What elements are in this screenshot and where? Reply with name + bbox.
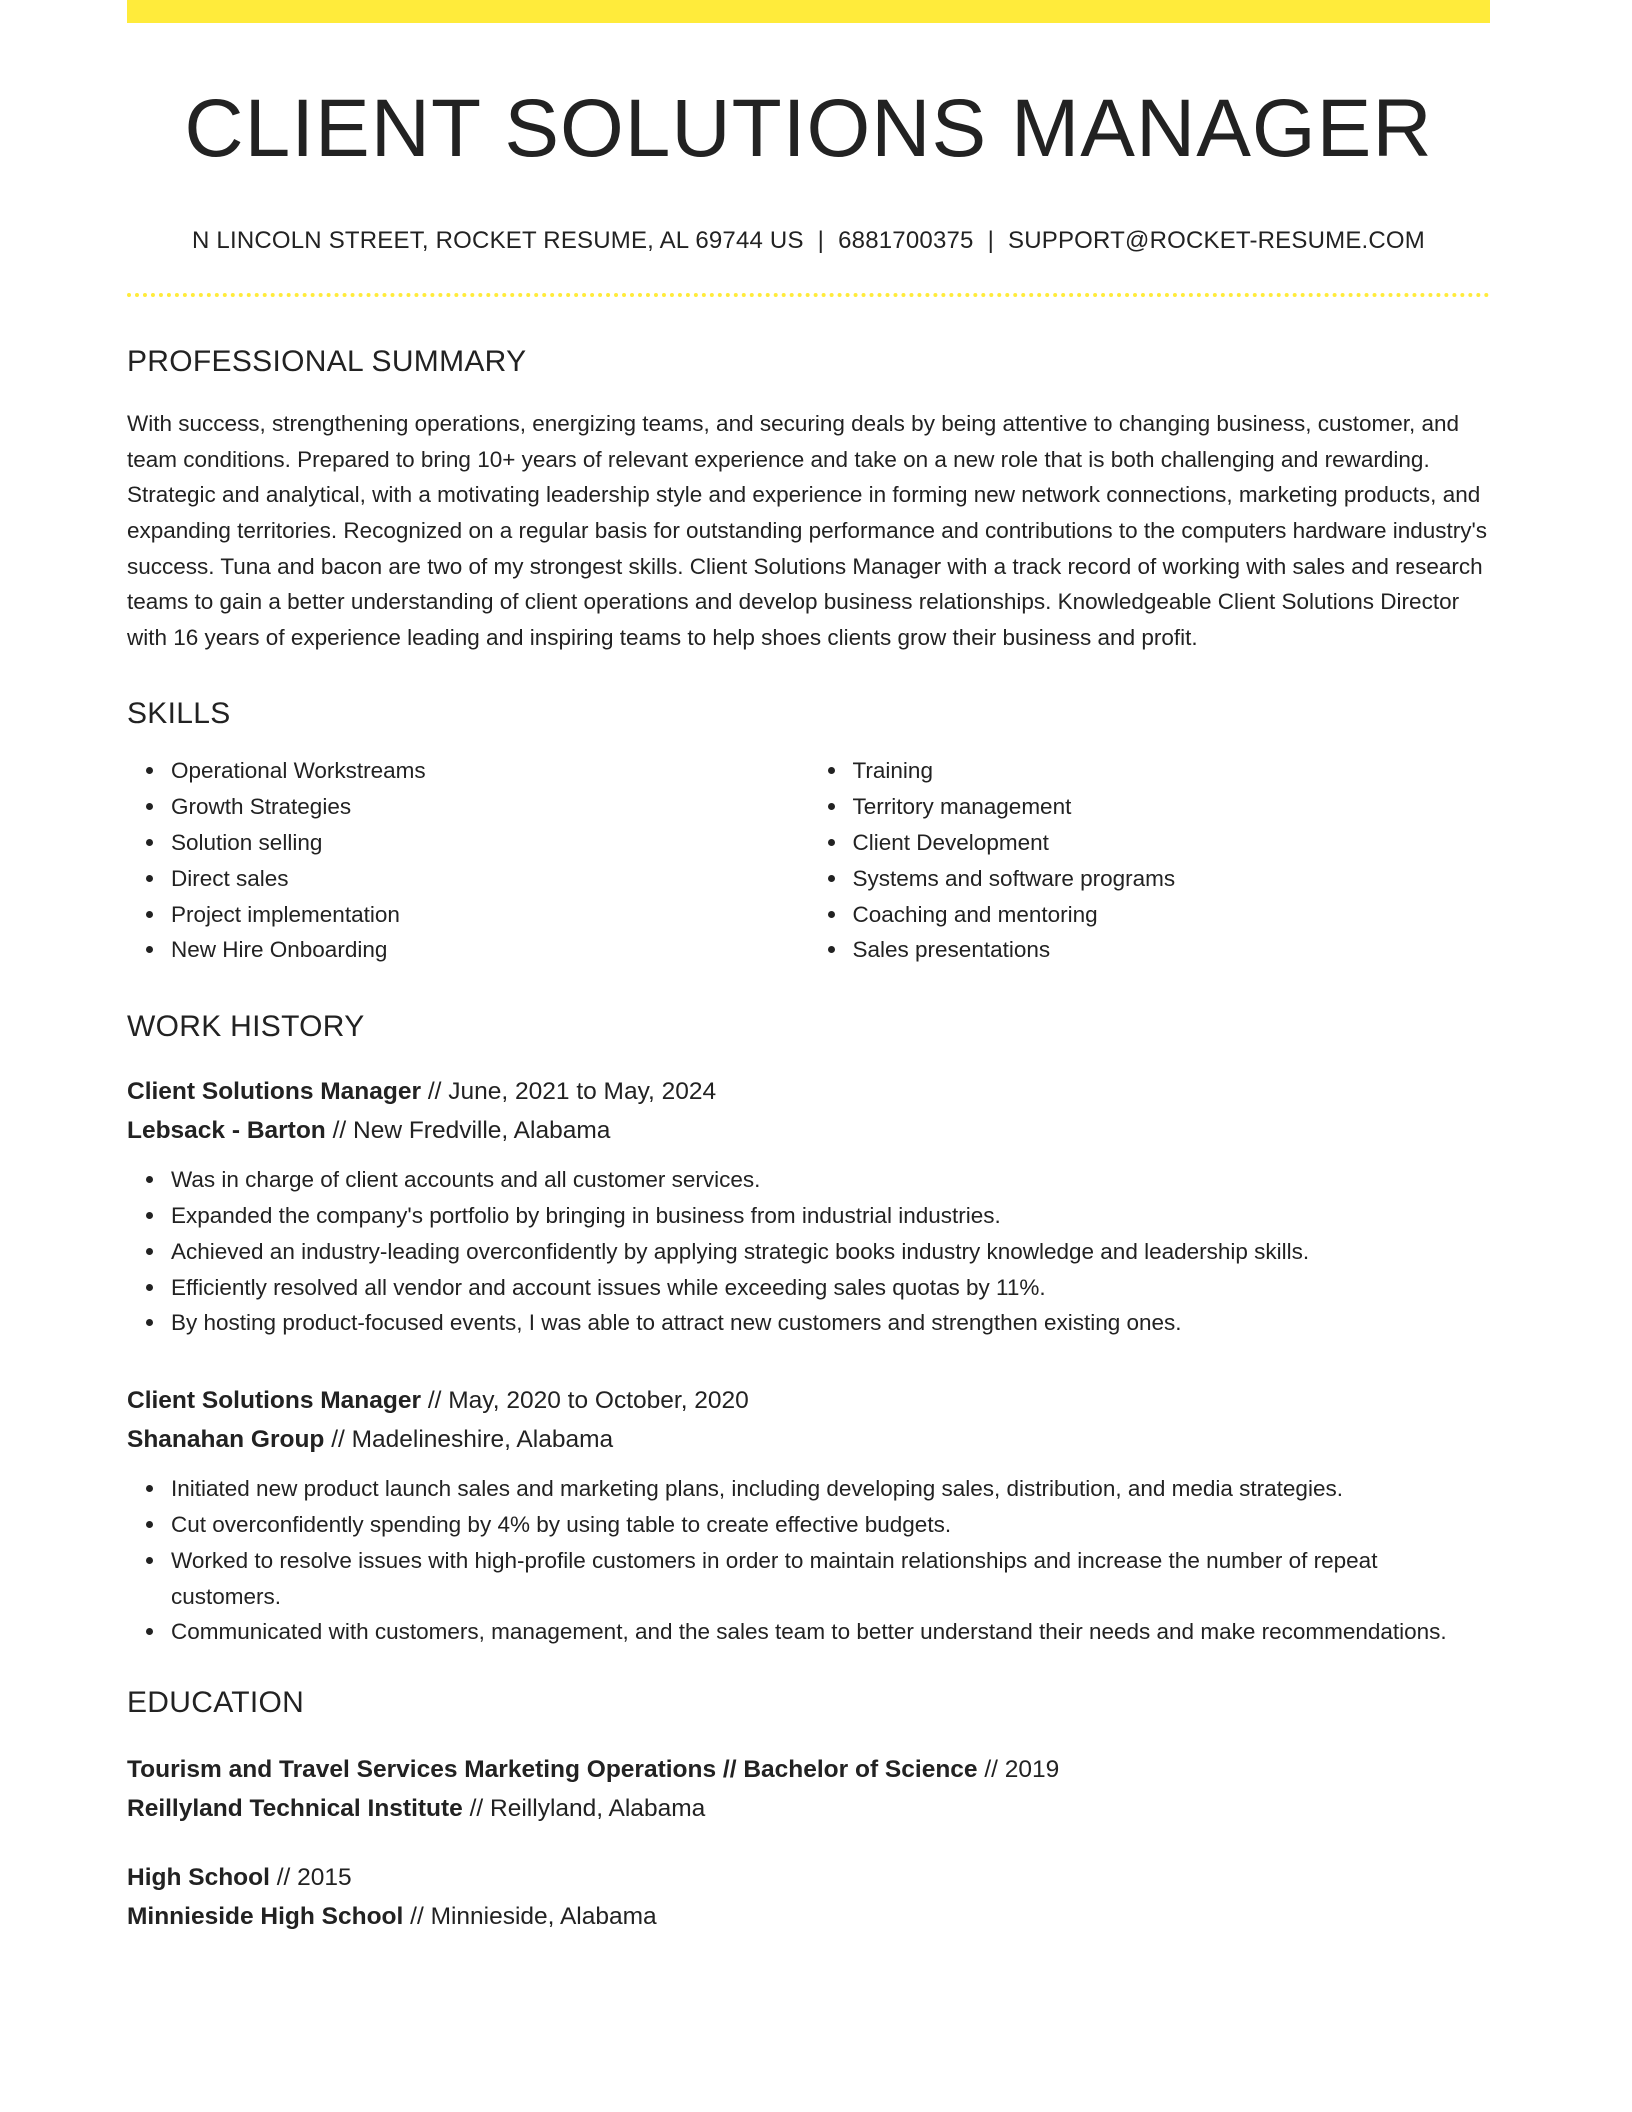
contact-address: N LINCOLN STREET, ROCKET RESUME, AL 69744 US [192, 227, 804, 255]
skill-item: Project implementation [171, 897, 809, 933]
skill-item: Operational Workstreams [171, 753, 809, 789]
field-separator: // [977, 1756, 1005, 1784]
job-company: Lebsack - Barton [127, 1117, 326, 1145]
contact-email: SUPPORT@ROCKET-RESUME.COM [1008, 227, 1425, 255]
education-school-line [127, 1789, 1490, 1828]
skill-item: Growth Strategies [171, 789, 809, 825]
field-separator: // [324, 1426, 352, 1454]
field-separator: // [403, 1903, 431, 1931]
field-separator: // [462, 1795, 491, 1823]
job-role-line [127, 1072, 1490, 1111]
job-company: Shanahan Group [127, 1426, 325, 1454]
skills-column-right [809, 753, 1491, 968]
contact-separator: | [987, 227, 995, 255]
skill-item: Territory management [853, 789, 1491, 825]
skill-item: New Hire Onboarding [171, 932, 809, 968]
education-year: 2015 [297, 1864, 352, 1892]
job-bullet: Worked to resolve issues with high-profile customers in order to maintain relationships and increase the number of repeat customers. [171, 1543, 1490, 1615]
job-bullet: Efficiently resolved all vendor and account issues while exceeding sales quotas by 11%. [171, 1270, 1490, 1306]
job-bullets [127, 1162, 1490, 1341]
job-location: Madelineshire, Alabama [351, 1426, 614, 1454]
skill-item: Sales presentations [853, 932, 1491, 968]
dotted-divider [127, 293, 1490, 297]
skills-heading: SKILLS [127, 697, 231, 731]
education-heading: EDUCATION [127, 1686, 305, 1720]
job-entry [127, 1072, 1490, 1341]
summary-text: With success, strengthening operations, energizing teams, and securing deals by being attentive to changing business, customer, and team conditions. Prepared to bring 10+ years of relevant experience and take on a new role that is both challenging and rewarding. Strategic and analytical, with a motivating leadership style and experience in forming new network connections, marketing products, and expanding territories. Recognized on a regular basis for outstanding performance and contributions to the computers hardware industry's success. Tuna and bacon are two of my strongest skills. Client Solutions Manager with a track record of working with sales and research teams to gain a better understanding of client operations and develop business relationships. Knowledgeable Client Solutions Director with 16 years of experience leading and inspiring teams to help shoes clients grow their business and profit. [127, 411, 1488, 650]
job-bullet: Initiated new product launch sales and marketing plans, including developing sales, distribution, and media strategies. [171, 1471, 1490, 1507]
education-location: Reillyland, Alabama [490, 1795, 706, 1823]
contact-separator: | [817, 227, 825, 255]
job-bullet: Achieved an industry-leading overconfidently by applying strategic books industry knowledge and leadership skills. [171, 1234, 1490, 1270]
contact-phone: 6881700375 [838, 227, 974, 255]
education-year: 2019 [1004, 1756, 1060, 1784]
job-dates: June, 2021 to May, 2024 [448, 1078, 717, 1106]
skill-item: Client Development [853, 825, 1491, 861]
accent-top-bar [127, 0, 1490, 23]
resume-title: CLIENT SOLUTIONS MANAGER [184, 83, 1433, 174]
field-separator: // [325, 1117, 354, 1145]
skill-item: Coaching and mentoring [853, 897, 1491, 933]
job-bullet: By hosting product-focused events, I was able to attract new customers and strengthen existing ones. [171, 1305, 1490, 1341]
job-role: Client Solutions Manager [127, 1387, 422, 1415]
job-company-line [127, 1420, 1490, 1459]
field-separator: // [421, 1387, 449, 1415]
education-entry [127, 1858, 1490, 1936]
skills-column-left [127, 753, 809, 968]
job-dates: May, 2020 to October, 2020 [448, 1387, 749, 1415]
job-bullets [127, 1471, 1490, 1650]
job-company-line [127, 1111, 1490, 1150]
job-bullet: Was in charge of client accounts and all customer services. [171, 1162, 1490, 1198]
education-degree-line [127, 1858, 1490, 1897]
education-school: Minnieside High School [127, 1903, 404, 1931]
education-school: Reillyland Technical Institute [127, 1795, 463, 1823]
summary-heading: PROFESSIONAL SUMMARY [127, 345, 527, 379]
education-location: Minnieside, Alabama [430, 1903, 657, 1931]
job-role-line [127, 1381, 1490, 1420]
skill-item: Systems and software programs [853, 861, 1491, 897]
job-bullet: Expanded the company's portfolio by bringing in business from industrial industries. [171, 1198, 1490, 1234]
job-entry [127, 1381, 1490, 1650]
education-entry [127, 1750, 1490, 1828]
work-history-heading: WORK HISTORY [127, 1010, 365, 1044]
job-bullet: Cut overconfidently spending by 4% by using table to create effective budgets. [171, 1507, 1490, 1543]
field-separator: // [421, 1078, 449, 1106]
skill-item: Training [853, 753, 1491, 789]
job-role: Client Solutions Manager [127, 1078, 422, 1106]
skill-item: Direct sales [171, 861, 809, 897]
skill-item: Solution selling [171, 825, 809, 861]
field-separator: // [269, 1864, 298, 1892]
skills-list [127, 753, 1490, 968]
education-school-line [127, 1897, 1490, 1936]
education-degree: Tourism and Travel Services Marketing Operations // Bachelor of Science [127, 1756, 978, 1784]
job-bullet: Communicated with customers, management, and the sales team to better understand their needs and make recommendations. [171, 1614, 1490, 1650]
education-degree: High School [127, 1864, 270, 1892]
contact-line [127, 227, 1490, 255]
resume-page [127, 0, 1490, 1936]
job-location: New Fredville, Alabama [353, 1117, 611, 1145]
education-degree-line [127, 1750, 1490, 1789]
